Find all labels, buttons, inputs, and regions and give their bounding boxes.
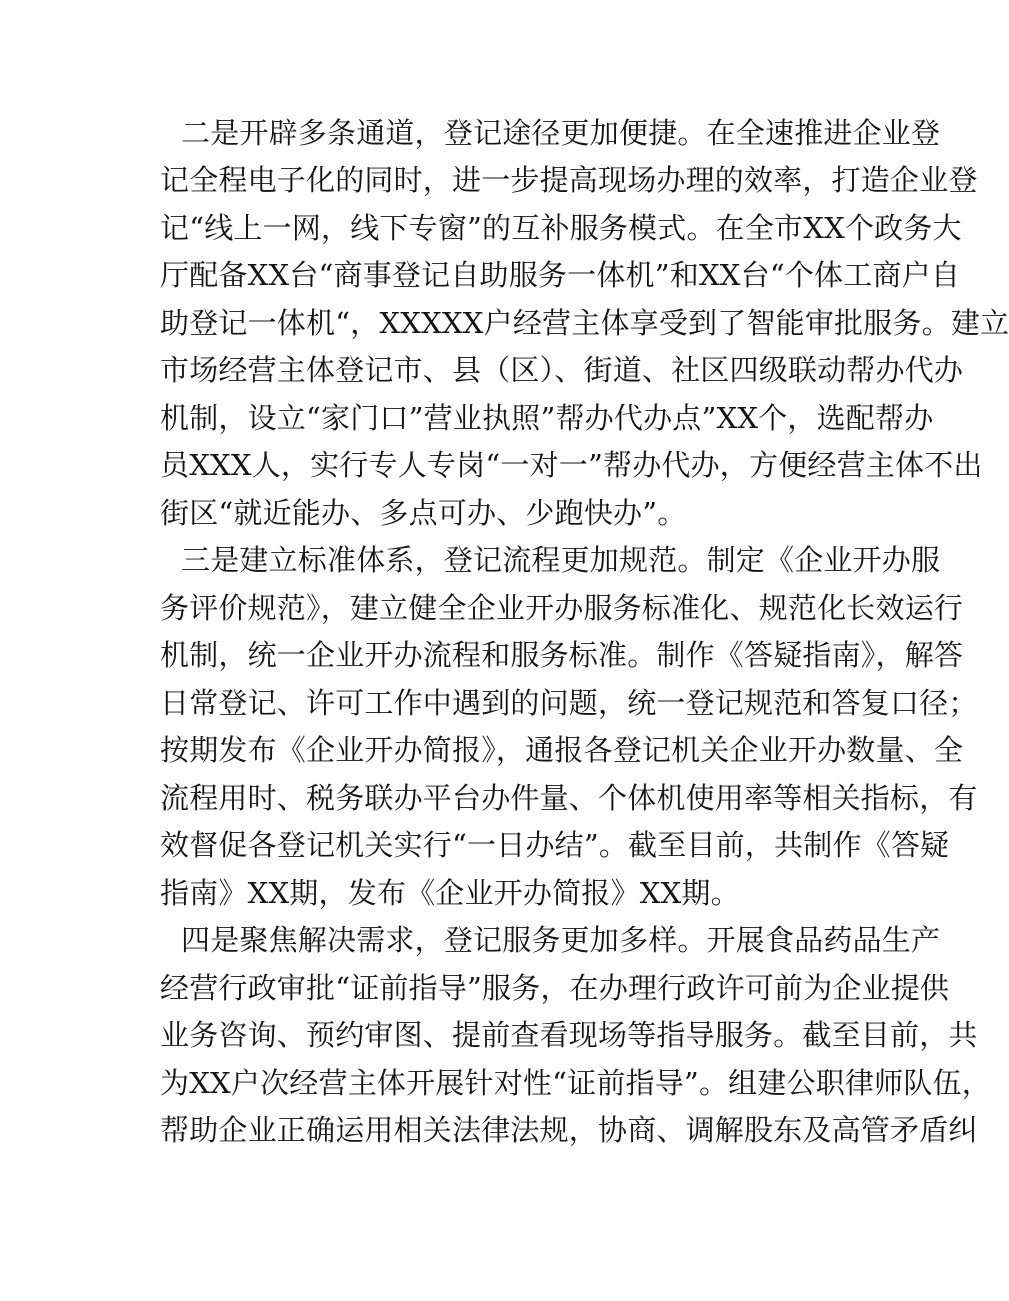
paragraph-2-line-6: 市场经营主体登记市、县（区）、街道、社区四级联动帮办代办 <box>160 353 964 387</box>
paragraph-4-line-2: 经营行政审批“证前指导”服务，在办理行政许可前为企业提供 <box>160 971 950 1005</box>
paragraph-4-line-4: 为XX户次经营主体开展针对性“证前指导”。组建公职律师队伍， <box>160 1066 991 1100</box>
paragraph-2-line-5: 助登记一体机“，XXXXX户经营主体享受到了智能审批服务。建立 <box>160 306 1009 340</box>
paragraph-3-line-2: 务评价规范》，建立健全企业开办服务标准化、规范化长效运行 <box>160 591 964 625</box>
paragraph-2-line-9: 街区“就近能办、多点可办、少跑快办”。 <box>160 496 687 530</box>
paragraph-3-line-5: 按期发布《企业开办简报》，通报各登记机关企业开办数量、全 <box>160 733 964 767</box>
paragraph-2-line-1: 二是开辟多条通道，登记途径更加便捷。在全速推进企业登 <box>181 116 941 150</box>
paragraph-3-line-6: 流程用时、税务联办平台办件量、个体机使用率等相关指标，有 <box>160 781 978 815</box>
paragraph-3-line-7: 效督促各登记机关实行“一日办结”。截至目前，共制作《答疑 <box>160 828 950 862</box>
paragraph-2-line-3: 记“线上一网，线下专窗”的互补服务模式。在全市XX个政务大 <box>160 211 962 245</box>
paragraph-3-line-8: 指南》XX期，发布《企业开办简报》XX期。 <box>160 876 740 910</box>
paragraph-4-line-3: 业务咨询、预约审图、提前查看现场等指导服务。截至目前，共 <box>160 1018 978 1052</box>
paragraph-3-line-1: 三是建立标准体系，登记流程更加规范。制定《企业开办服 <box>181 543 941 577</box>
paragraph-2-line-4: 厅配备XX台“商事登记自助服务一体机”和XX台“个体工商户自 <box>160 258 961 292</box>
paragraph-4-line-5: 帮助企业正确运用相关法律法规，协商、调解股东及高管矛盾纠 <box>160 1113 978 1147</box>
paragraph-4-line-1: 四是聚焦解决需求，登记服务更加多样。开展食品药品生产 <box>181 923 941 957</box>
paragraph-2-line-7: 机制，设立“家门口”营业执照”帮办代办点”XX个，选配帮办 <box>160 401 934 435</box>
paragraph-3-line-3: 机制，统一企业开办流程和服务标准。制作《答疑指南》，解答 <box>160 638 964 672</box>
paragraph-3-line-4: 日常登记、许可工作中遇到的问题，统一登记规范和答复口径； <box>160 686 978 720</box>
paragraph-2-line-2: 记全程电子化的同时，进一步提高现场办理的效率，打造企业登 <box>160 163 978 197</box>
paragraph-2-line-8: 员XXX人，实行专人专岗“一对一”帮办代办，方便经营主体不出 <box>160 448 983 482</box>
